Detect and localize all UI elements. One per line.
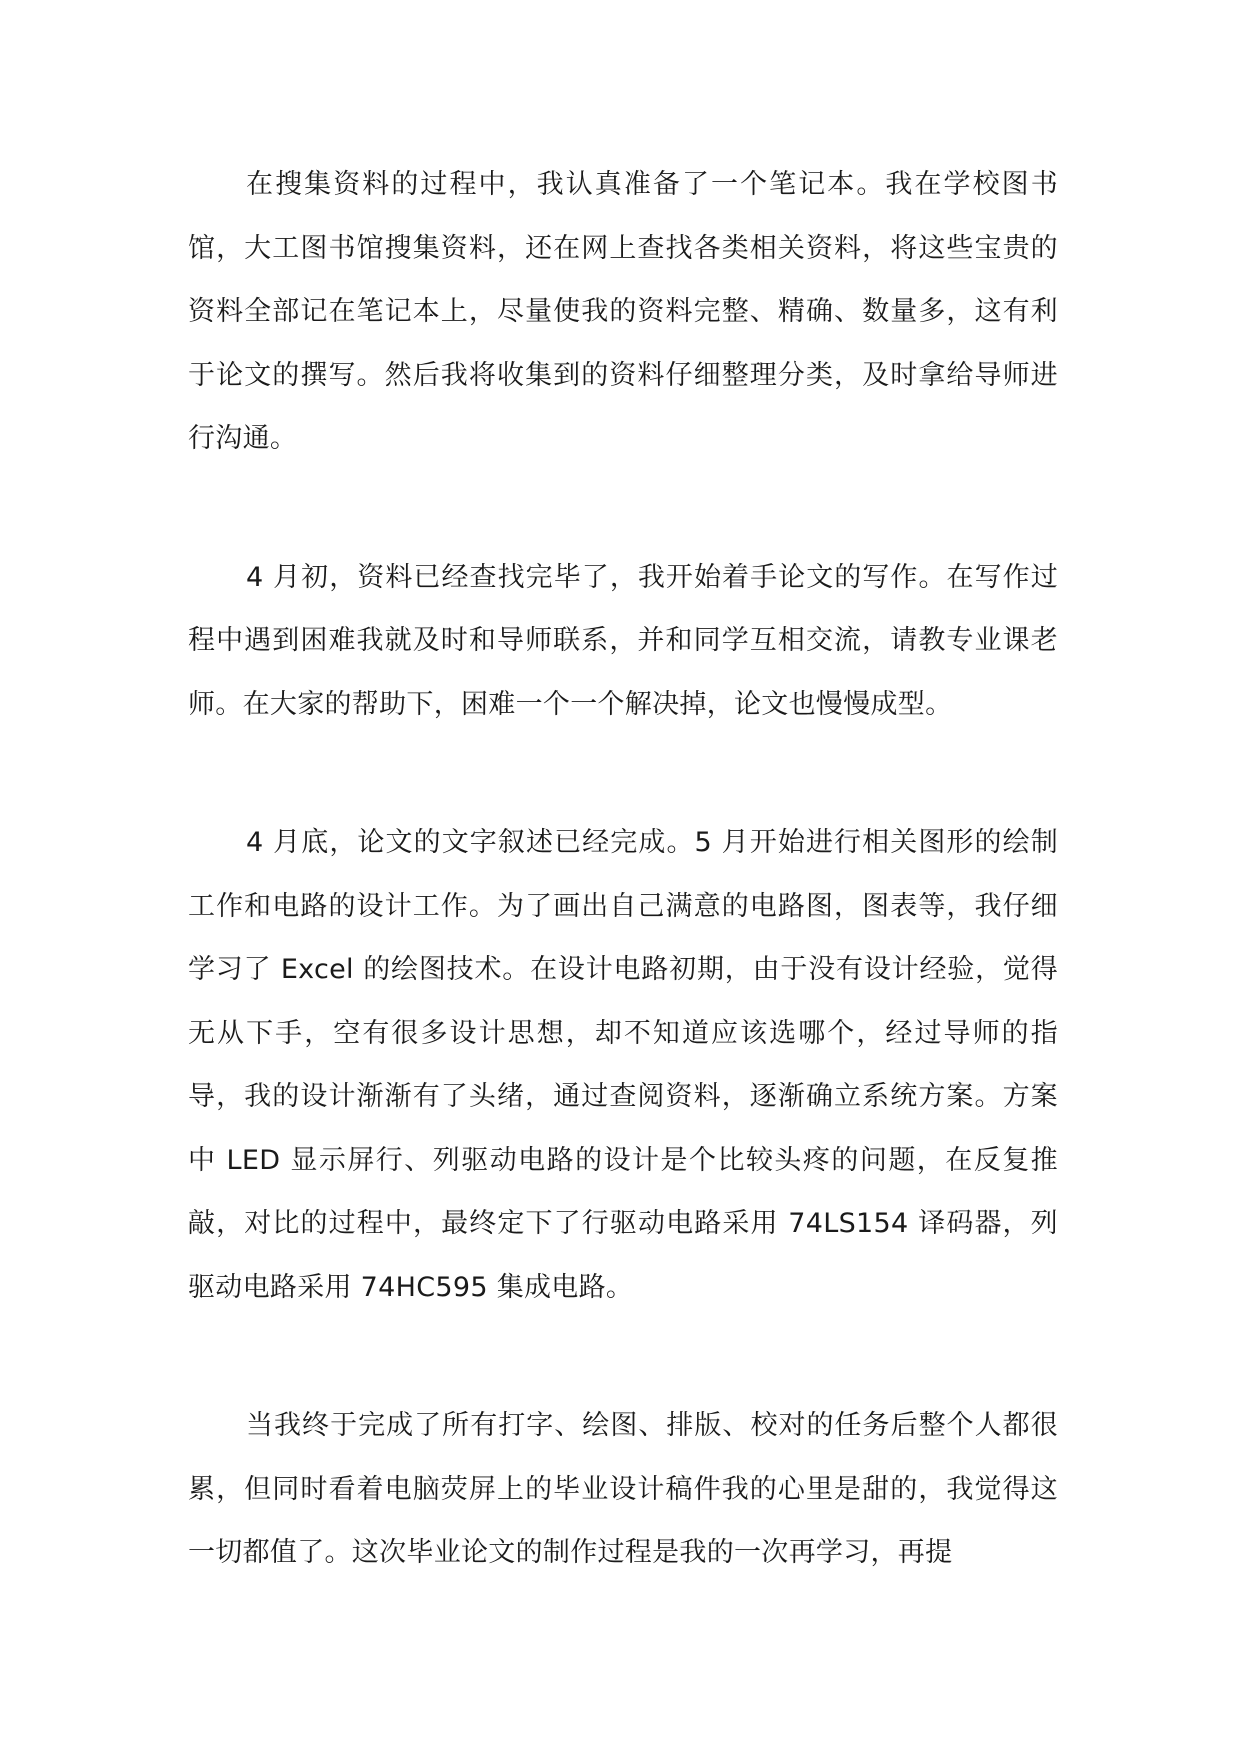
paragraph-1: 在搜集资料的过程中，我认真准备了一个笔记本。我在学校图书馆，大工图书馆搜集资料，还在网上查找各类相关资料，将这些宝贵的资料全部记在笔记本上，尽量使我的资料完整、精确、数量多，这有利于论文的撰写。然后我将收集到的资料仔细整理分类，及时拿给导师进行沟通。 xyxy=(188,169,1058,454)
paragraph-4: 当我终于完成了所有打字、绘图、排版、校对的任务后整个人都很累，但同时看着电脑荧屏上的毕业设计稿件我的心里是甜的，我觉得这一切都值了。这次毕业论文的制作过程是我的一次再学习，再提 xyxy=(188,1410,1058,1568)
paragraph-2: 4 月初，资料已经查找完毕了，我开始着手论文的写作。在写作过程中遇到困难我就及时和导师联系，并和同学互相交流，请教专业课老师。在大家的帮助下，困难一个一个解决掉，论文也慢慢成型。 xyxy=(188,561,1058,720)
paragraph-3: 4 月底，论文的文字叙述已经完成。5 月开始进行相关图形的绘制工作和电路的设计工作。为了画出自己满意的电路图，图表等，我仔细学习了 Excel 的绘图技术。在设计电路初期，由于没有设计经验，觉得无从下手，空有很多设计思想，却不知道应该选哪个，经过导师的指导，我的设计渐渐有了头绪，通过查阅资料，逐渐确立系统方案。方案中 LED 显示屏行、列驱动电路的设计是个比较头疼的问题，在反复推敲，对比的过程中，最终定下了行驱动电路采用 74LS154 译码器，列驱动电路采用 74HC595 集成电路。 xyxy=(188,827,1058,1303)
document-body xyxy=(188,153,1058,1585)
